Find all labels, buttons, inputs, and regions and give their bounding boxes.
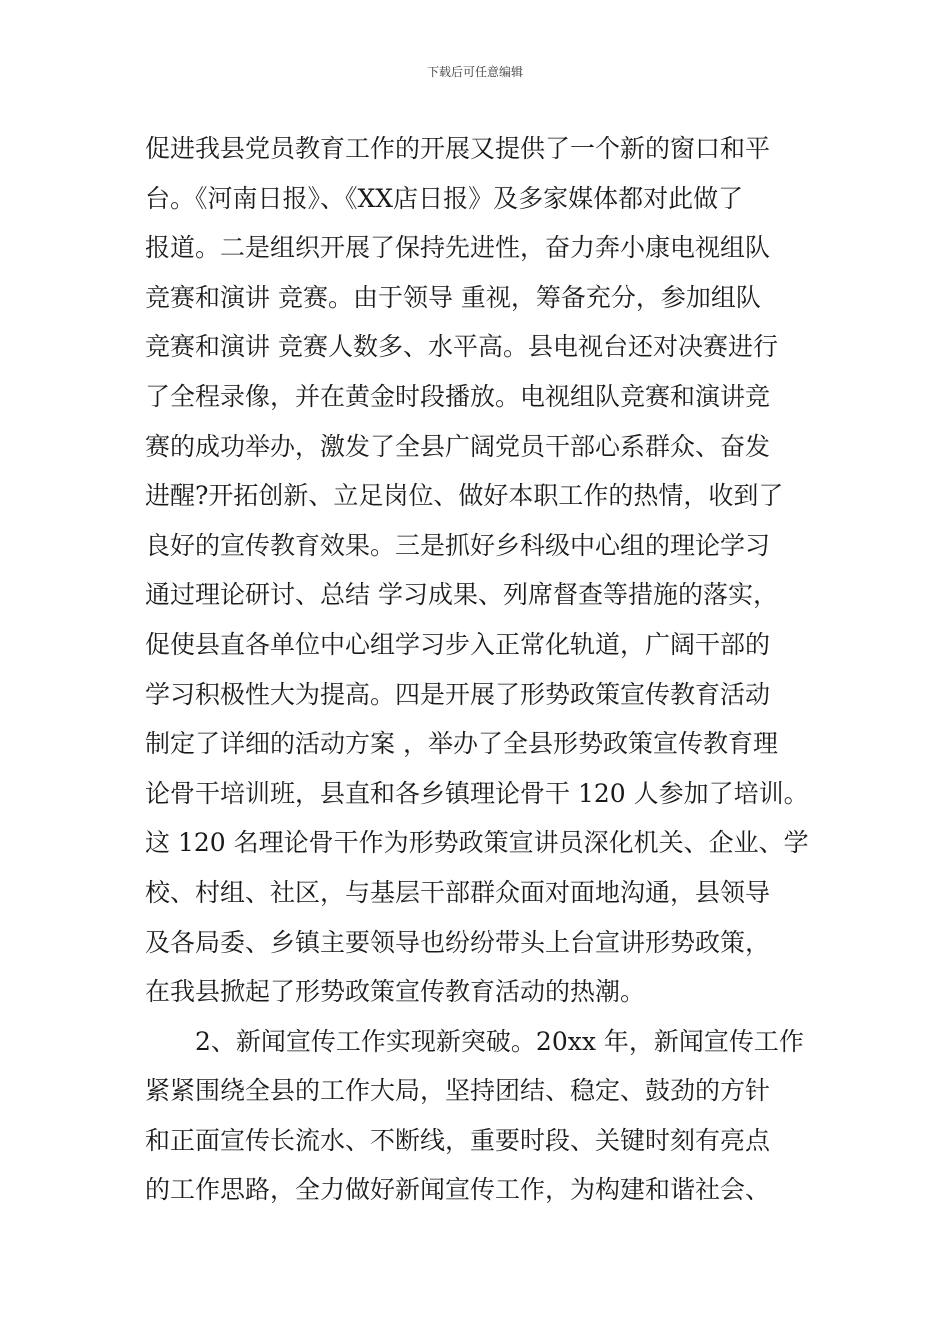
text-line: 紧紧围绕全县的工作大局，坚持团结、稳定、鼓劲的方针 [145,1076,771,1106]
text-line: 在我县掀起了形势政策宣传教育活动的热潮。 [145,977,646,1007]
text-line: 制定了详细的活动方案 ，举办了全县形势政策宣传教育理 [145,729,778,759]
text-line: 了全程录像，并在黄金时段播放。电视组队竞赛和演讲竞 [145,381,771,411]
text-line: 进醒?开拓创新、立足岗位、做好本职工作的热情，收到了 [145,481,784,511]
text-line: 促进我县党员教育工作的开展又提供了一个新的窗口和平 [145,134,771,163]
text-line: 竞赛和演讲 竞赛。由于领导 重视，筹备充分，参加组队 [145,282,761,312]
text-line: 台。《河南日报》、《XX店日报》及多家媒体都对此做了 [145,183,744,213]
text-line: 学习积极性大为提高。四是开展了形势政策宣传教育活动 [145,679,771,709]
text-line: 良好的宣传教育效果。三是抓好乡科级中心组的理论学习 [145,530,771,560]
text-line: 报道。二是组织开展了保持先进性，奋力奔小康电视组队 [145,233,771,263]
text-line: 竞赛和演讲 竞赛人数多、水平高。县电视台还对决赛进行 [145,332,778,362]
text-line: 论骨干培训班，县直和各乡镇理论骨干 120 人参加了培训。 [145,778,809,808]
text-line: 的工作思路，全力做好新闻宣传工作，为构建和谐社会、 [145,1175,771,1205]
text-line: 赛的成功举办，激发了全县广阔党员干部心系群众、奋发 [145,431,771,461]
text-line: 通过理论研讨、总结 学习成果、列席督查等措施的落实， [145,580,778,610]
text-line: 及各局委、乡镇主要领导也纷纷带头上台宣讲形势政策， [145,927,771,957]
text-line: 促使县直各单位中心组学习步入正常化轨道，广阔干部的 [145,629,771,659]
page-header: 下载后可任意编辑 [426,65,523,79]
text-line: 校、村组、社区，与基层干部群众面对面地沟通，县领导 [145,877,771,907]
paragraph-start-line: 2、新闻宣传工作实现新突破。20xx 年，新闻宣传工作 [195,1026,804,1056]
text-line: 这 120 名理论骨干作为形势政策宣讲员深化机关、企业、学 [145,828,809,858]
body-text [145,124,810,1215]
text-line: 和正面宣传长流水、不断线，重要时段、关键时刻有亮点 [145,1125,771,1155]
